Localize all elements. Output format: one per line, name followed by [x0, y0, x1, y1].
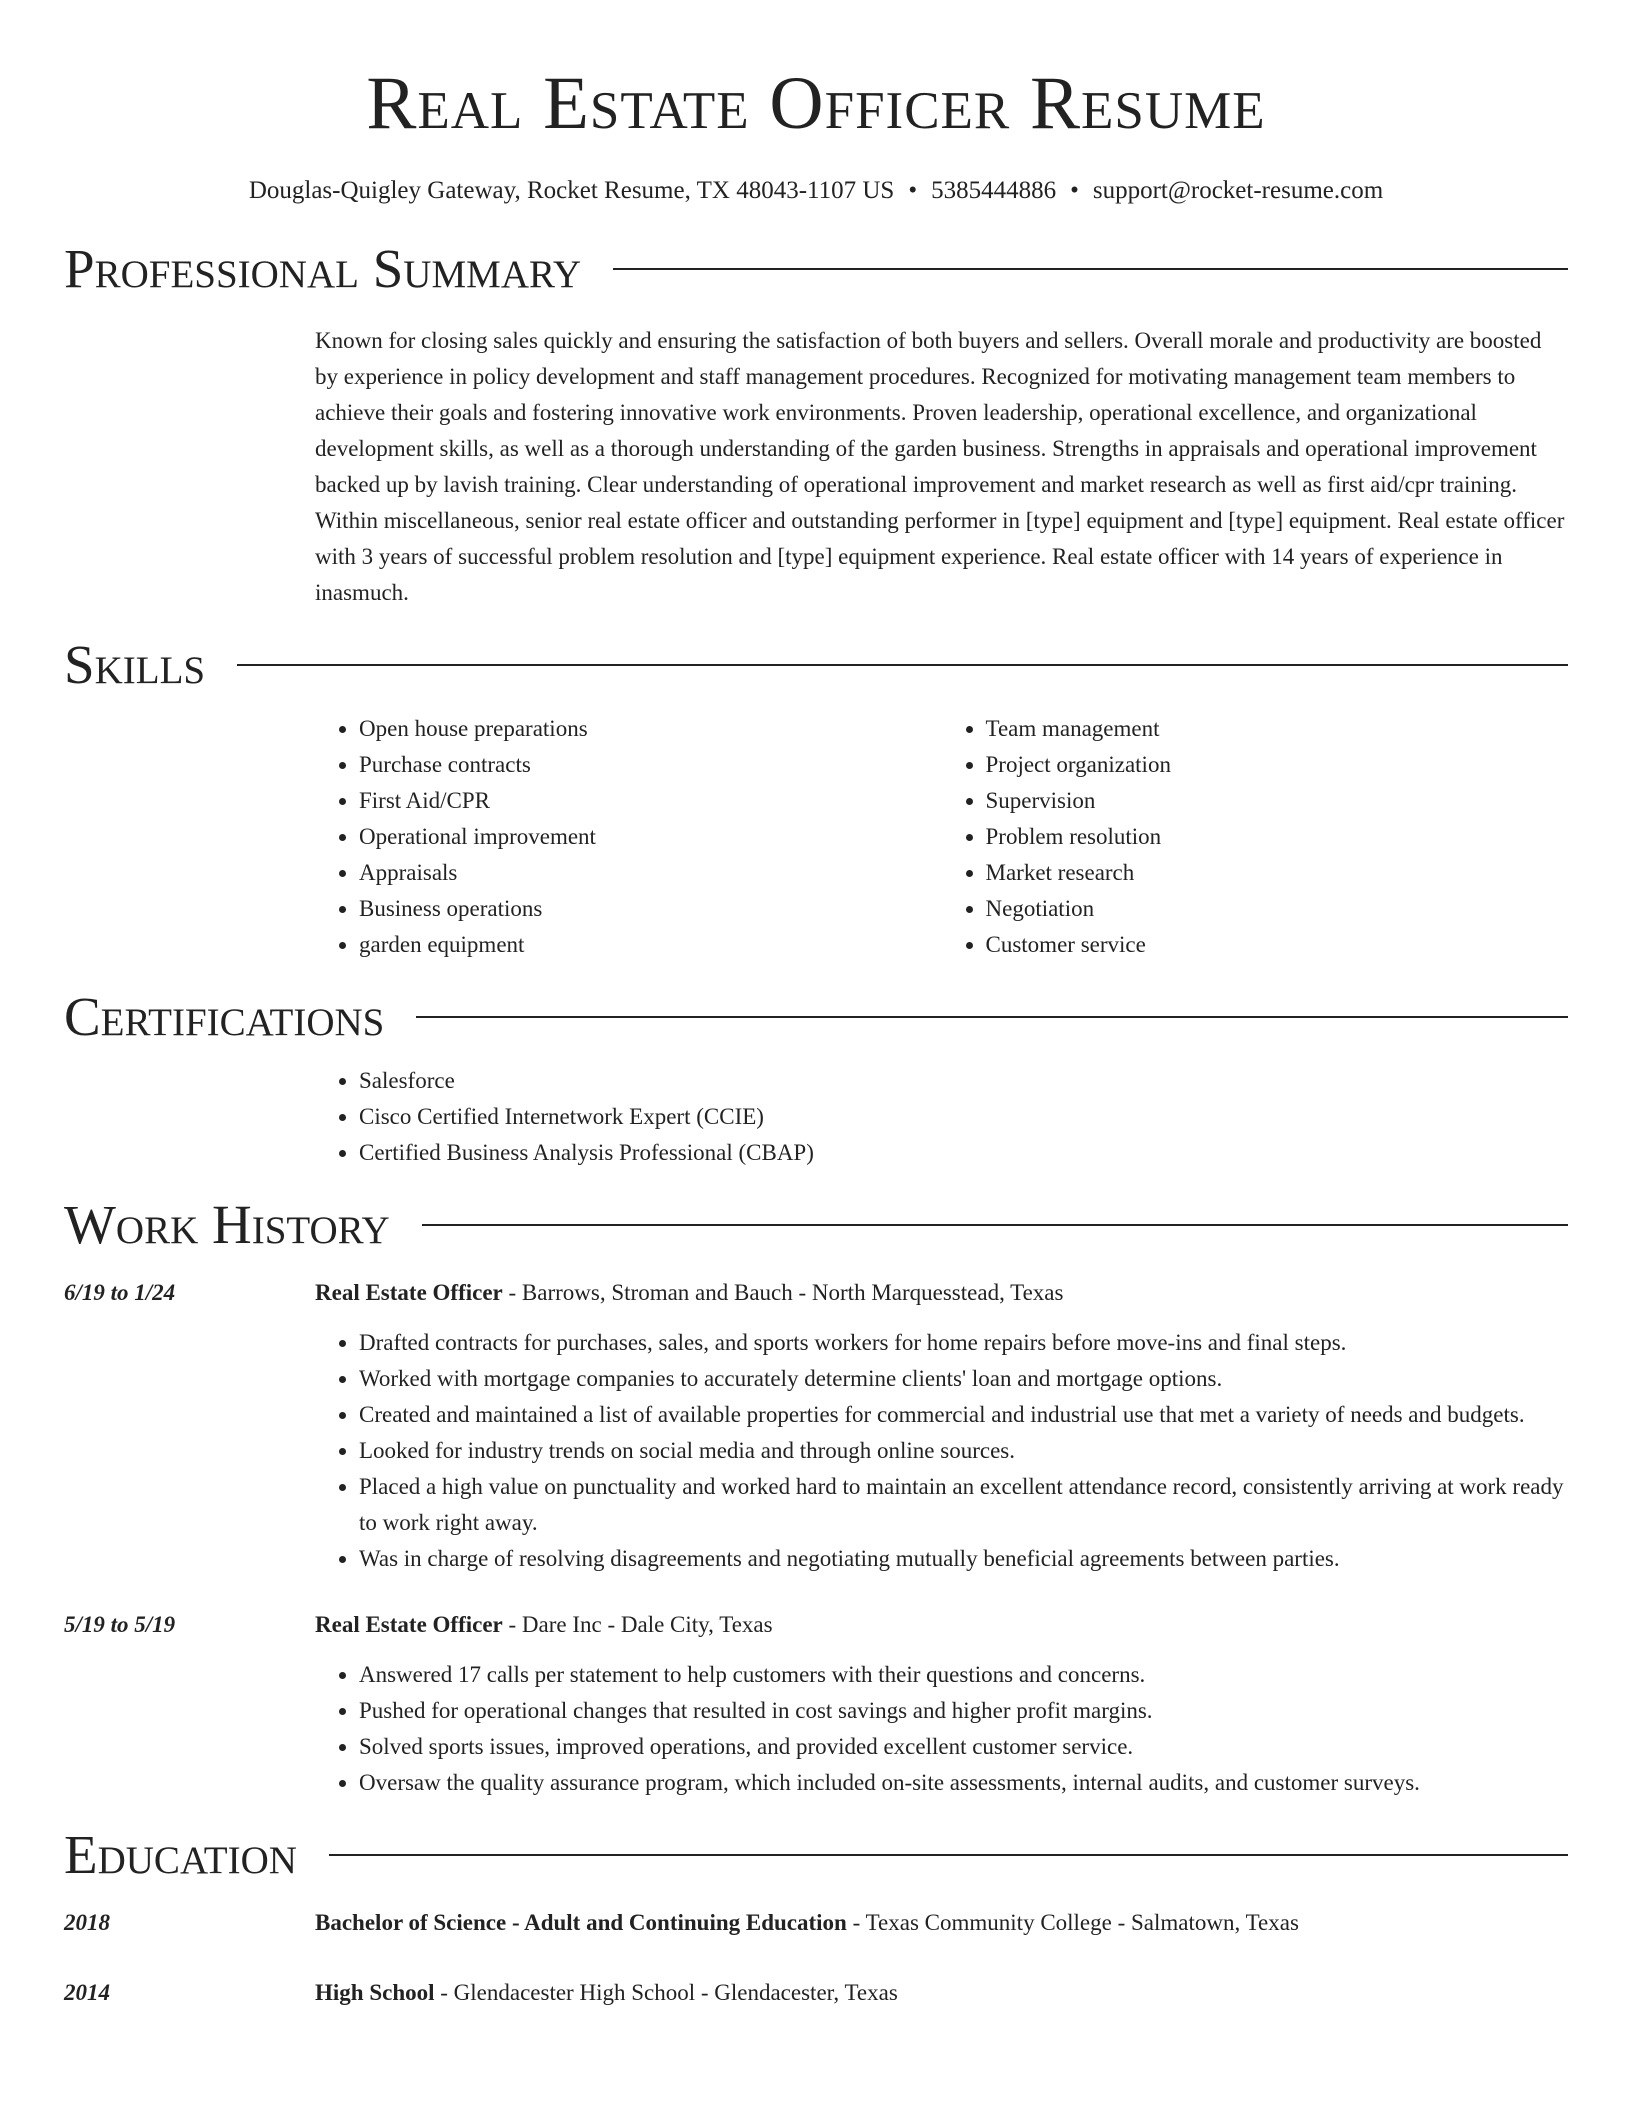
work-bullet: • Solved sports issues, improved operations, and provided excellent customer service.: [359, 1729, 1568, 1765]
summary-section-header: [64, 237, 1568, 301]
work-bullet: • Pushed for operational changes that resulted in cost savings and higher profit margins.: [359, 1693, 1568, 1729]
section-divider: [329, 1854, 1568, 1856]
education-school: - Texas Community College - Salmatown, Texas: [846, 1910, 1299, 1935]
work-bullet: • Was in charge of resolving disagreements and negotiating mutually beneficial agreements between parties.: [359, 1541, 1568, 1577]
certifications-list: [315, 1063, 1568, 1171]
contact-phone: 5385444886: [931, 177, 1057, 204]
work-bullet: • Worked with mortgage companies to accurately determine clients' loan and mortgage options.: [359, 1361, 1568, 1397]
summary-text: Known for closing sales quickly and ensuring the satisfaction of both buyers and sellers. Overall morale and productivity are boosted by experience in policy development and staff management procedures. Recognized for motivating management team members to achieve their goals and fostering innovative work environments. Proven leadership, operational excellence, and organizational development skills, as well as a thorough understanding of the garden business. Strengths in appraisals and operational improvement backed up by lavish training. Clear understanding of operational improvement and market research as well as first aid/cpr training. Within miscellaneous, senior real estate officer and outstanding performer in [type] equipment and [type] equipment. Real estate officer with 3 years of successful problem resolution and [type] equipment experience. Real estate officer with 14 years of experience in inasmuch.: [315, 328, 1565, 605]
skills-list-right: [942, 711, 1569, 963]
education-degree: Bachelor of Science - Adult and Continuing Education: [315, 1910, 847, 1935]
section-title-work: Work History: [64, 1194, 390, 1255]
section-divider: [613, 268, 1568, 270]
work-bullet: • Answered 17 calls per statement to help customers with their questions and concerns.: [359, 1657, 1568, 1693]
skill-item: • Problem resolution: [986, 819, 1569, 855]
job-employer: - Dare Inc - Dale City, Texas: [502, 1612, 773, 1637]
skill-item: • First Aid/CPR: [359, 783, 942, 819]
section-divider: [422, 1224, 1568, 1226]
work-bullet: • Oversaw the quality assurance program, which included on-site assessments, internal audits, and customer surveys.: [359, 1765, 1568, 1801]
certification-item: • Certified Business Analysis Professional (CBAP): [359, 1135, 1568, 1171]
skill-item: • garden equipment: [359, 927, 942, 963]
work-bullets: [315, 1325, 1568, 1577]
work-date: 5/19 to 5/19: [64, 1612, 176, 1637]
skill-item: • Purchase contracts: [359, 747, 942, 783]
skill-item: • Business operations: [359, 891, 942, 927]
work-bullet: • Created and maintained a list of available properties for commercial and industrial use that met a variety of needs and budgets.: [359, 1397, 1568, 1433]
contact-address: Douglas-Quigley Gateway, Rocket Resume, TX 48043-1107 US: [248, 177, 895, 204]
education-year: 2014: [64, 1980, 110, 2005]
work-bullet: • Drafted contracts for purchases, sales, and sports workers for home repairs before move-ins and final steps.: [359, 1325, 1568, 1361]
skill-item: • Appraisals: [359, 855, 942, 891]
job-title: Real Estate Officer: [315, 1612, 503, 1637]
contact-separator: •: [1070, 177, 1079, 204]
skills-section-header: [64, 633, 1568, 697]
education-entry: [64, 1975, 1568, 2011]
contact-email[interactable]: support@rocket-resume.com: [1092, 177, 1384, 204]
skills-list-left: [315, 711, 942, 963]
job-employer: - Barrows, Stroman and Bauch - North Marquesstead, Texas: [502, 1280, 1064, 1305]
education-year: 2018: [64, 1910, 110, 1935]
work-date: 6/19 to 1/24: [64, 1280, 176, 1305]
certifications-section-header: [64, 985, 1568, 1049]
skill-item: • Customer service: [986, 927, 1569, 963]
skill-item: • Negotiation: [986, 891, 1569, 927]
skill-item: • Supervision: [986, 783, 1569, 819]
work-bullets: [315, 1657, 1568, 1801]
section-divider: [237, 664, 1568, 666]
section-title-summary: Professional Summary: [64, 238, 582, 299]
section-title-skills: Skills: [64, 634, 206, 695]
education-school: - Glendacester High School - Glendacester, Texas: [434, 1980, 898, 2005]
job-title: Real Estate Officer: [315, 1280, 503, 1305]
work-title-line: [315, 1607, 773, 1643]
contact-separator: •: [908, 177, 918, 204]
education-title-line: [315, 1905, 1299, 1941]
section-divider: [416, 1016, 1568, 1018]
certification-item: • Cisco Certified Internetwork Expert (CCIE): [359, 1099, 1568, 1135]
work-bullet: • Looked for industry trends on social media and through online sources.: [359, 1433, 1568, 1469]
work-section-header: [64, 1193, 1568, 1257]
contact-line: [64, 175, 1568, 207]
education-section-header: [64, 1823, 1568, 1887]
certification-item: • Salesforce: [359, 1063, 1568, 1099]
work-entry: [64, 1607, 1568, 1643]
skill-item: • Project organization: [986, 747, 1569, 783]
work-bullet: • Placed a high value on punctuality and worked hard to maintain an excellent attendance record, consistently arriving at work ready to work right away.: [359, 1469, 1568, 1541]
skill-item: • Team management: [986, 711, 1569, 747]
work-bullets-block: [315, 1325, 1568, 1577]
work-bullets-block: [315, 1657, 1568, 1801]
work-entry: [64, 1275, 1568, 1311]
skill-item: • Market research: [986, 855, 1569, 891]
education-entry: [64, 1905, 1568, 1941]
skill-item: • Open house preparations: [359, 711, 942, 747]
resume-title: Real Estate Officer Resume: [366, 62, 1266, 145]
education-title-line: [315, 1975, 898, 2011]
skill-item: • Operational improvement: [359, 819, 942, 855]
certifications-block: [315, 1063, 1568, 1171]
work-title-line: [315, 1275, 1063, 1311]
skills-grid: [315, 711, 1568, 963]
section-title-certifications: Certifications: [64, 986, 385, 1047]
education-degree: High School: [315, 1980, 435, 2005]
section-title-education: Education: [64, 1824, 297, 1885]
